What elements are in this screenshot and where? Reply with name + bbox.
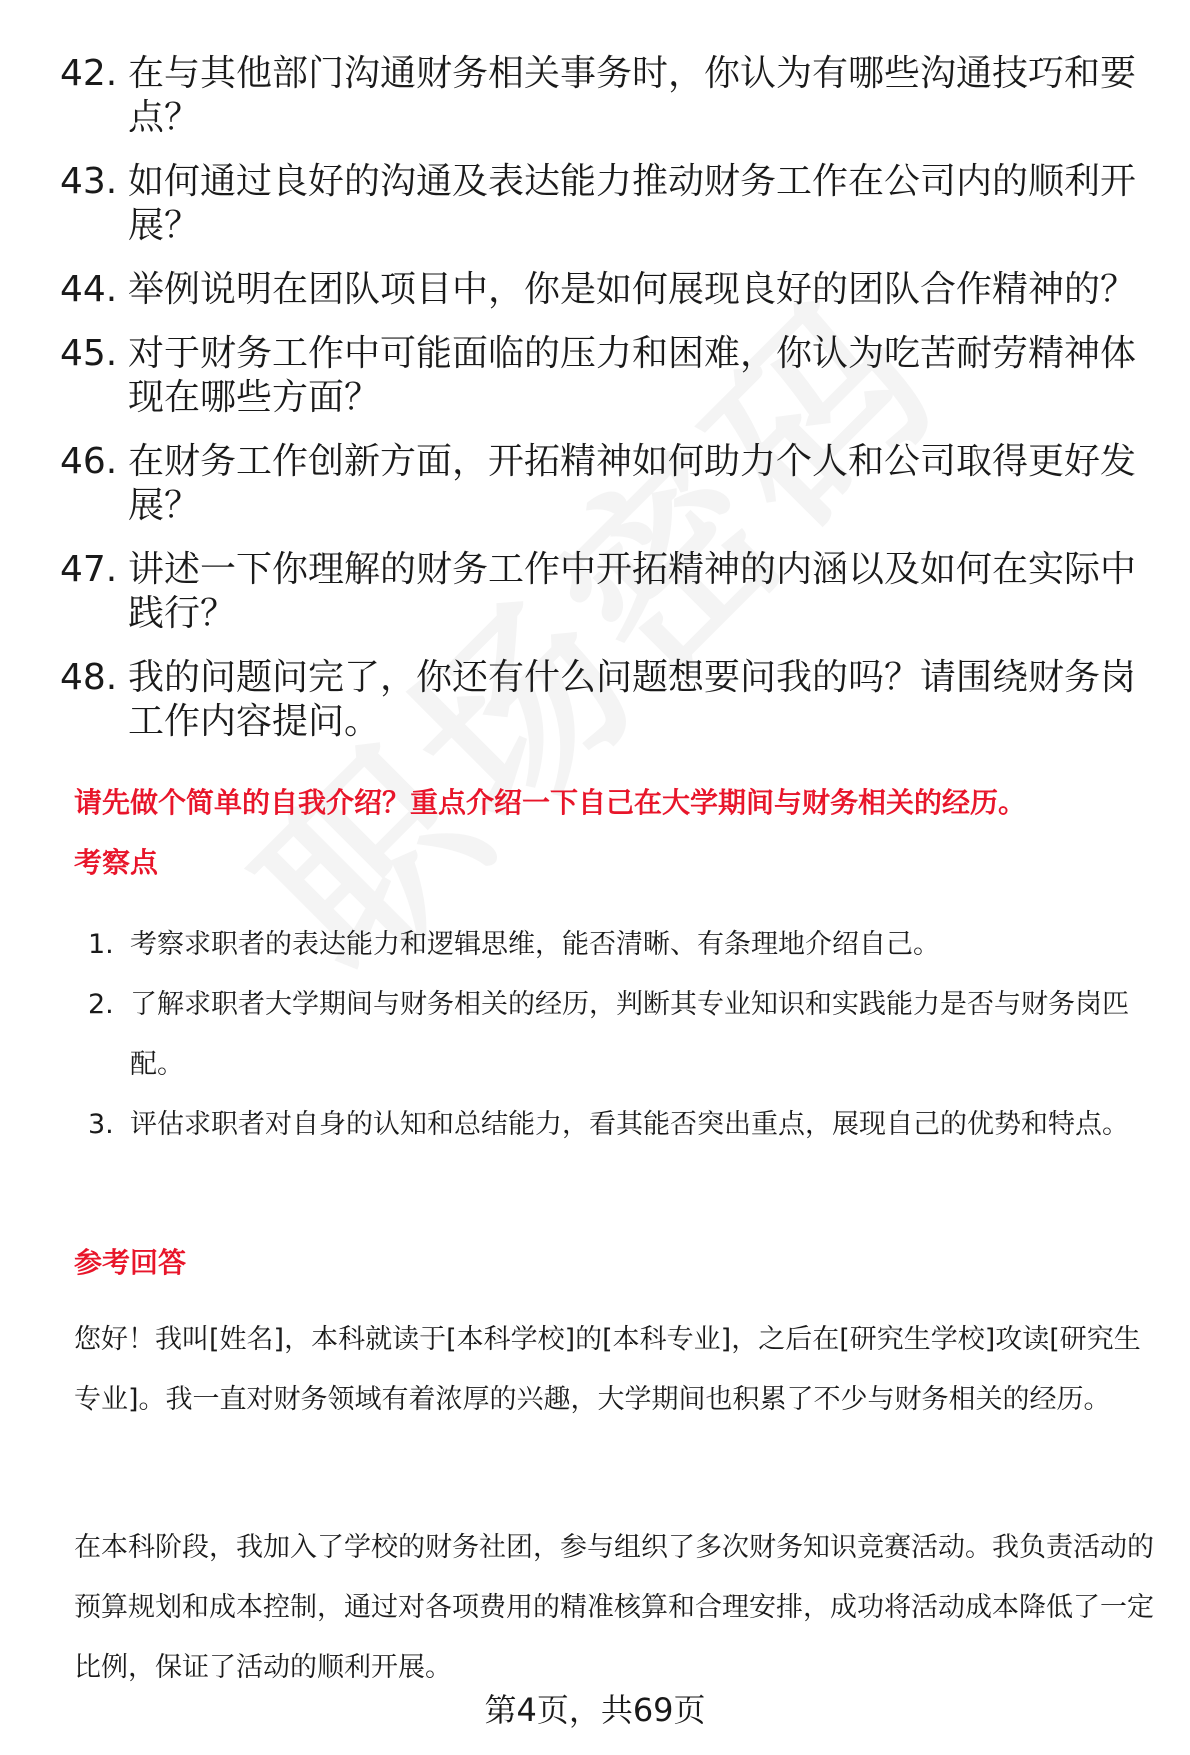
point-text: 考察求职者的表达能力和逻辑思维，能否清晰、有条理地介绍自己。 (130, 929, 940, 960)
point-number: 2. (88, 989, 114, 1020)
question-item (60, 440, 1160, 528)
question-number: 45. (60, 333, 118, 374)
point-number: 3. (88, 1109, 114, 1140)
point-item (88, 975, 1168, 1095)
question-number: 43. (60, 161, 118, 202)
question-text: 在财务工作创新方面，开拓精神如何助力个人和公司取得更好发展？ (128, 441, 1137, 526)
question-number: 42. (60, 53, 118, 94)
point-item (88, 915, 1168, 975)
answer-paragraph: 在本科阶段，我加入了学校的财务社团，参与组织了多次财务知识竞赛活动。我负责活动的预算规划和成本控制，通过对各项费用的精准核算和合理安排，成功将活动成本降低了一定比例，保证了活动的顺利开展。 (74, 1532, 1154, 1683)
page-footer: 第4页，共69页 (484, 1691, 706, 1729)
point-item (88, 1095, 1168, 1155)
points-list (88, 915, 1168, 1155)
question-number: 47. (60, 549, 118, 590)
points-heading: 考察点 (74, 846, 159, 879)
question-list (60, 52, 1160, 764)
question-item (60, 268, 1160, 312)
answer-heading: 参考回答 (74, 1246, 187, 1279)
question-text: 对于财务工作中可能面临的压力和困难，你认为吃苦耐劳精神体现在哪些方面？ (128, 333, 1137, 418)
question-text: 在与其他部门沟通财务相关事务时，你认为有哪些沟通技巧和要点？ (128, 53, 1137, 138)
point-text: 评估求职者对自身的认知和总结能力，看其能否突出重点，展现自己的优势和特点。 (130, 1109, 1129, 1140)
question-text: 举例说明在团队项目中，你是如何展现良好的团队合作精神的？ (128, 269, 1137, 310)
question-text: 讲述一下你理解的财务工作中开拓精神的内涵以及如何在实际中践行？ (128, 549, 1137, 634)
point-number: 1. (88, 929, 114, 960)
question-text: 我的问题问完了，你还有什么问题想要问我的吗？请围绕财务岗工作内容提问。 (128, 657, 1137, 742)
question-number: 48. (60, 657, 118, 698)
question-text: 如何通过良好的沟通及表达能力推动财务工作在公司内的顺利开展？ (128, 161, 1137, 246)
question-item (60, 160, 1160, 248)
question-item (60, 656, 1160, 744)
question-number: 46. (60, 441, 118, 482)
featured-question: 请先做个简单的自我介绍？重点介绍一下自己在大学期间与财务相关的经历。 (74, 786, 1027, 819)
question-item (60, 52, 1160, 140)
question-item (60, 332, 1160, 420)
answer-paragraph: 您好！我叫[姓名]，本科就读于[本科学校]的[本科专业]，之后在[研究生学校]攻读[研究生专业]。我一直对财务领域有着浓厚的兴趣，大学期间也积累了不少与财务相关的经历。 (74, 1324, 1141, 1415)
question-number: 44. (60, 269, 118, 310)
point-text: 了解求职者大学期间与财务相关的经历，判断其专业知识和实践能力是否与财务岗匹配。 (130, 989, 1129, 1080)
question-item (60, 548, 1160, 636)
